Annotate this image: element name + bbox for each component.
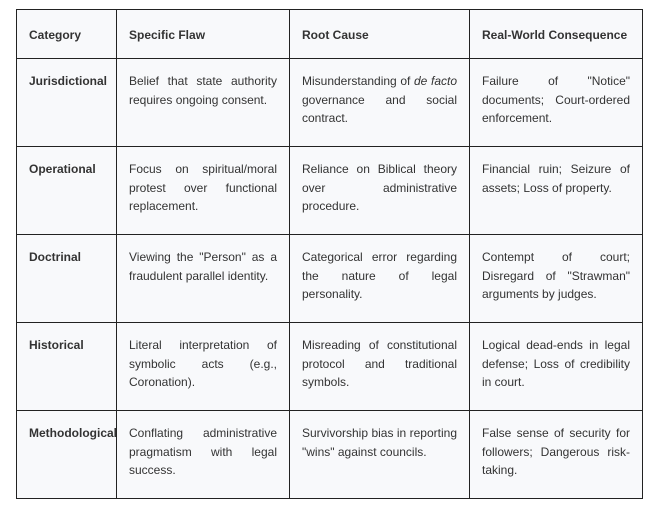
header-consequence: Real-World Consequence [470, 10, 643, 59]
flaw-cell: Conflating administrative pragmatism with legal success. [117, 411, 290, 499]
consequence-cell: Logical dead-ends in legal defense; Loss of credibility in court. [470, 323, 643, 411]
flaw-cell: Focus on spiritual/moral protest over functional replacement. [117, 147, 290, 235]
cause-cell [290, 59, 470, 147]
table-row [17, 323, 643, 411]
header-specific-flaw: Specific Flaw [117, 10, 290, 59]
flaw-cell: Viewing the "Person" as a fraudulent parallel identity. [117, 235, 290, 323]
cause-cell: Reliance on Biblical theory over administrative procedure. [290, 147, 470, 235]
category-cell: Doctrinal [17, 235, 117, 323]
table-row [17, 411, 643, 499]
cause-cell: Survivorship bias in reporting "wins" against councils. [290, 411, 470, 499]
consequence-cell: Financial ruin; Seizure of assets; Loss of property. [470, 147, 643, 235]
category-cell: Operational [17, 147, 117, 235]
header-category: Category [17, 10, 117, 59]
cause-cell: Categorical error regarding the nature of legal personality. [290, 235, 470, 323]
flaw-cell: Belief that state authority requires ongoing consent. [117, 59, 290, 147]
header-root-cause: Root Cause [290, 10, 470, 59]
cause-text: Misunderstanding of [302, 74, 414, 88]
consequence-cell: False sense of security for followers; Dangerous risk-taking. [470, 411, 643, 499]
category-cell: Methodological [17, 411, 117, 499]
header-row [17, 10, 643, 59]
cause-text: governance and social contract. [302, 92, 457, 125]
category-cell: Jurisdictional [17, 59, 117, 147]
table-row [17, 147, 643, 235]
category-cell: Historical [17, 323, 117, 411]
consequence-cell: Contempt of court; Disregard of "Strawman" arguments by judges. [470, 235, 643, 323]
table-row [17, 59, 643, 147]
table-row [17, 235, 643, 323]
consequence-cell: Failure of "Notice" documents; Court-ordered enforcement. [470, 59, 643, 147]
cause-emphasis: de facto [414, 74, 457, 88]
flaws-table [16, 9, 643, 499]
cause-cell: Misreading of constitutional protocol and traditional symbols. [290, 323, 470, 411]
flaw-cell: Literal interpretation of symbolic acts (e.g., Coronation). [117, 323, 290, 411]
